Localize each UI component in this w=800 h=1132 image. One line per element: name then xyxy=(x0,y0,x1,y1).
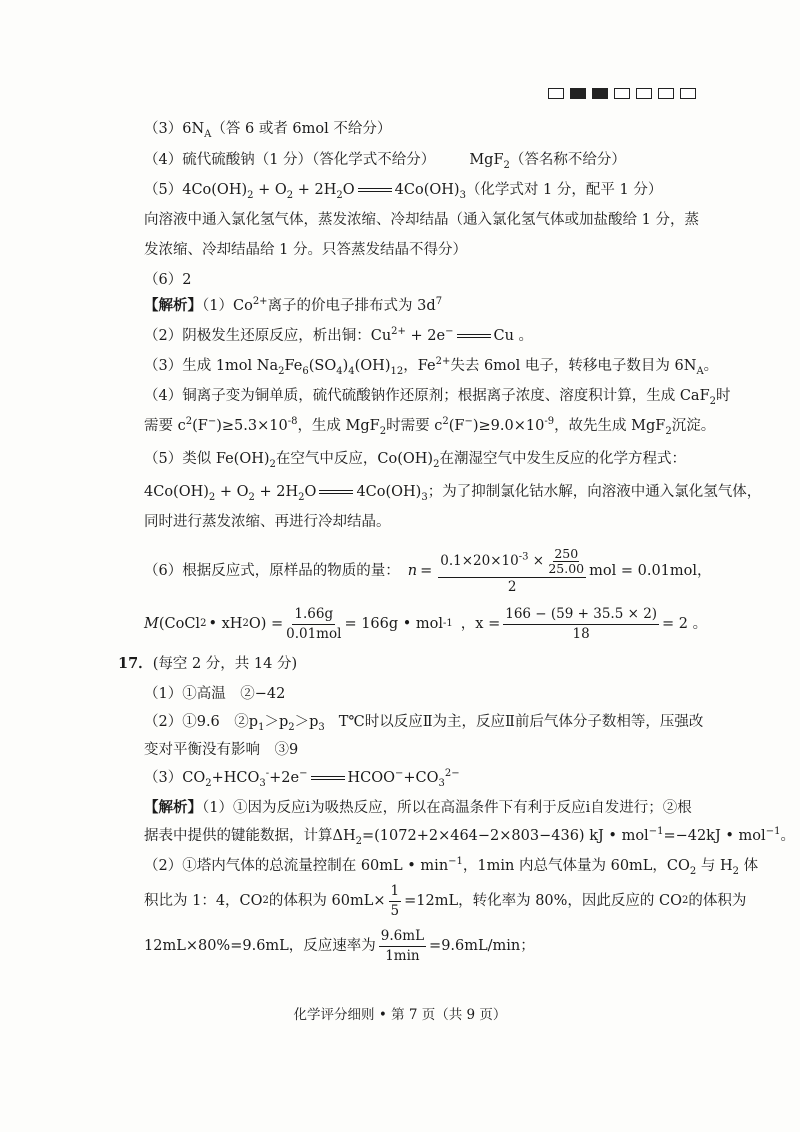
q17-answer-1: （1）①高温 ②−42 xyxy=(144,686,286,702)
analysis-6-line-1: （6）根据反应式，原样品的物质的量： n = $0.1\times 20\times 10^{-3}$ × $\frac{250}{25.00}$ 2 mol = 0.01mol， xyxy=(144,545,712,595)
answer-5-text-1: 向溶液中通入氯化氢气体，蒸发浓缩、冷却结晶（通入氯化氢气体或加盐酸给 1 分，蒸 xyxy=(144,212,699,228)
analysis-5-line-3: 同时进行蒸发浓缩、再进行冷却结晶。 xyxy=(144,514,391,530)
answer-4: （4）硫代硫酸钠（1 分）（答化学式不给分） MgF$_2$（答名称不给分） xyxy=(144,152,626,171)
q17-answer-3: $(3)CO_2+HCO_3^-+2e^-$ $HCOO^-+CO_3^{2-}$ xyxy=(144,768,460,789)
analysis-5-line-1: （5）类似 $Fe(OH)_2$在空气中反应，$Co(OH)_2$在潮湿空气中发生反应的化学方程式： xyxy=(144,451,686,470)
analysis-6-line-2: M (CoCl 2 • xH 2 O) = $\frac{1.66g}{\text{0.01mol}}$ = 166g • mol -1 ，x = $\frac{166 - (59 + 35.5 \times 2)}{18}$ = 2 。 xyxy=(144,605,708,642)
page-footer: 化学评分细则 • 第 7 页（共 9 页） xyxy=(293,1007,507,1023)
analysis-2: （2）阴极发生还原反应，析出铜：$Cu^{2+} + 2e^-$ Cu 。 xyxy=(144,326,534,344)
indicator-box xyxy=(680,88,696,99)
answer-5-equation: $(5)4Co(OH)_2 + O_2 + 2H_2O$ $4Co(OH)_3$（化学式对 1 分，配平 1 分） xyxy=(144,182,663,201)
molar-mass-fraction: $\frac{1.66g}{\text{0.01mol}}$ xyxy=(286,605,342,642)
q17-analysis-2-line-1: （2）①塔内气体的总流量控制在 60mL • $\min^{-1}$，1min 内总气体量为 60mL，$CO_2$ 与 $H_2$ 体 xyxy=(144,856,759,877)
analysis-5-line-2: $4Co(OH)_2 + O_2 + 2H_2O$ $4Co(OH)_3$；为了抑制氯化钴水解，向溶液中通入氯化氢气体， xyxy=(144,484,762,503)
question-17-header: 17．(每空 2 分，共 14 分) xyxy=(118,655,298,672)
q17-analysis-1-line-1: 【解析】（1）①因为反应ⅰ为吸热反应，所以在高温条件下有利于反应ⅰ自发进行；②根 xyxy=(144,799,692,816)
x-value-fraction: $\frac{166 - (59 + 35.5 \times 2)}{18}$ xyxy=(505,605,658,642)
q17-analysis-2-line-2: 积比为 1：4，CO 2 的体积为 60mL× $\frac{1}{5}$ =12mL，转化率为 80%，因此反应的 CO 2 的体积为 xyxy=(144,882,747,919)
indicator-box-filled xyxy=(570,88,586,99)
indicator-box xyxy=(658,88,674,99)
q17-analysis-2-line-3: 12mL×80%=9.6mL，反应速率为 $\frac{9.6mL}{1\min}$ =9.6mL/min； xyxy=(144,927,535,964)
indicator-box-filled xyxy=(592,88,608,99)
indicator-box xyxy=(614,88,630,99)
analysis-3: （3）生成 1mol $Na_2Fe_6(SO_4)_4(OH)_{12}$，$Fe^{2+}$失去 6mol 电子，转移电子数目为 $6N_A$。 xyxy=(144,356,719,377)
analysis-4-line-2: 需要 $c^2(F^-)\ge 5.3\times 10^{-8}$，生成 MgF$_2$时需要 $c^2(F^-)\ge 9.0\times 10^{-9}$，故先生成 MgF$_2$沉淀。 xyxy=(144,416,716,437)
answer-5-text-2: 发浓缩、冷却结晶给 1 分。只答蒸发结晶不得分） xyxy=(144,242,467,258)
analysis-1: 【解析】$(1)Co^{2+}$离子的价电子排布式为 $3d^7$ xyxy=(144,296,443,314)
indicator-box xyxy=(636,88,652,99)
moles-fraction: $0.1\times 20\times 10^{-3}$ × $\frac{250}{25.00}$ 2 xyxy=(440,545,585,595)
q17-analysis-1-line-2: 据表中提供的键能数据，计算$\Delta H_2=(1072+2\times 464-2\times 803-436)$ kJ • mol$^{-1}$=−42kJ • mol$^{-1}$。 xyxy=(144,826,795,847)
q17-answer-2: （2）①9.6 $②p_1>p_2>p_3$ T℃时以反应Ⅱ为主，反应Ⅱ前后气体分子数相等，压强改 xyxy=(144,714,704,733)
answer-3: $(3)6N_A$（答 6 或者 6mol 不给分） xyxy=(144,121,392,140)
rate-fraction: $\frac{9.6mL}{1\min}$ xyxy=(380,927,425,964)
page-indicator xyxy=(548,88,696,99)
analysis-4-line-1: （4）铜离子变为铜单质，硫代硫酸钠作还原剂；根据离子浓度、溶度积计算，生成 CaF$_2$时 xyxy=(144,388,731,407)
answer-6: （6）2 xyxy=(144,272,192,288)
q17-answer-2-cont: 变对平衡没有影响 ③9 xyxy=(144,742,299,758)
ratio-fraction: $\frac{1}{5}$ xyxy=(390,882,400,919)
indicator-box xyxy=(548,88,564,99)
